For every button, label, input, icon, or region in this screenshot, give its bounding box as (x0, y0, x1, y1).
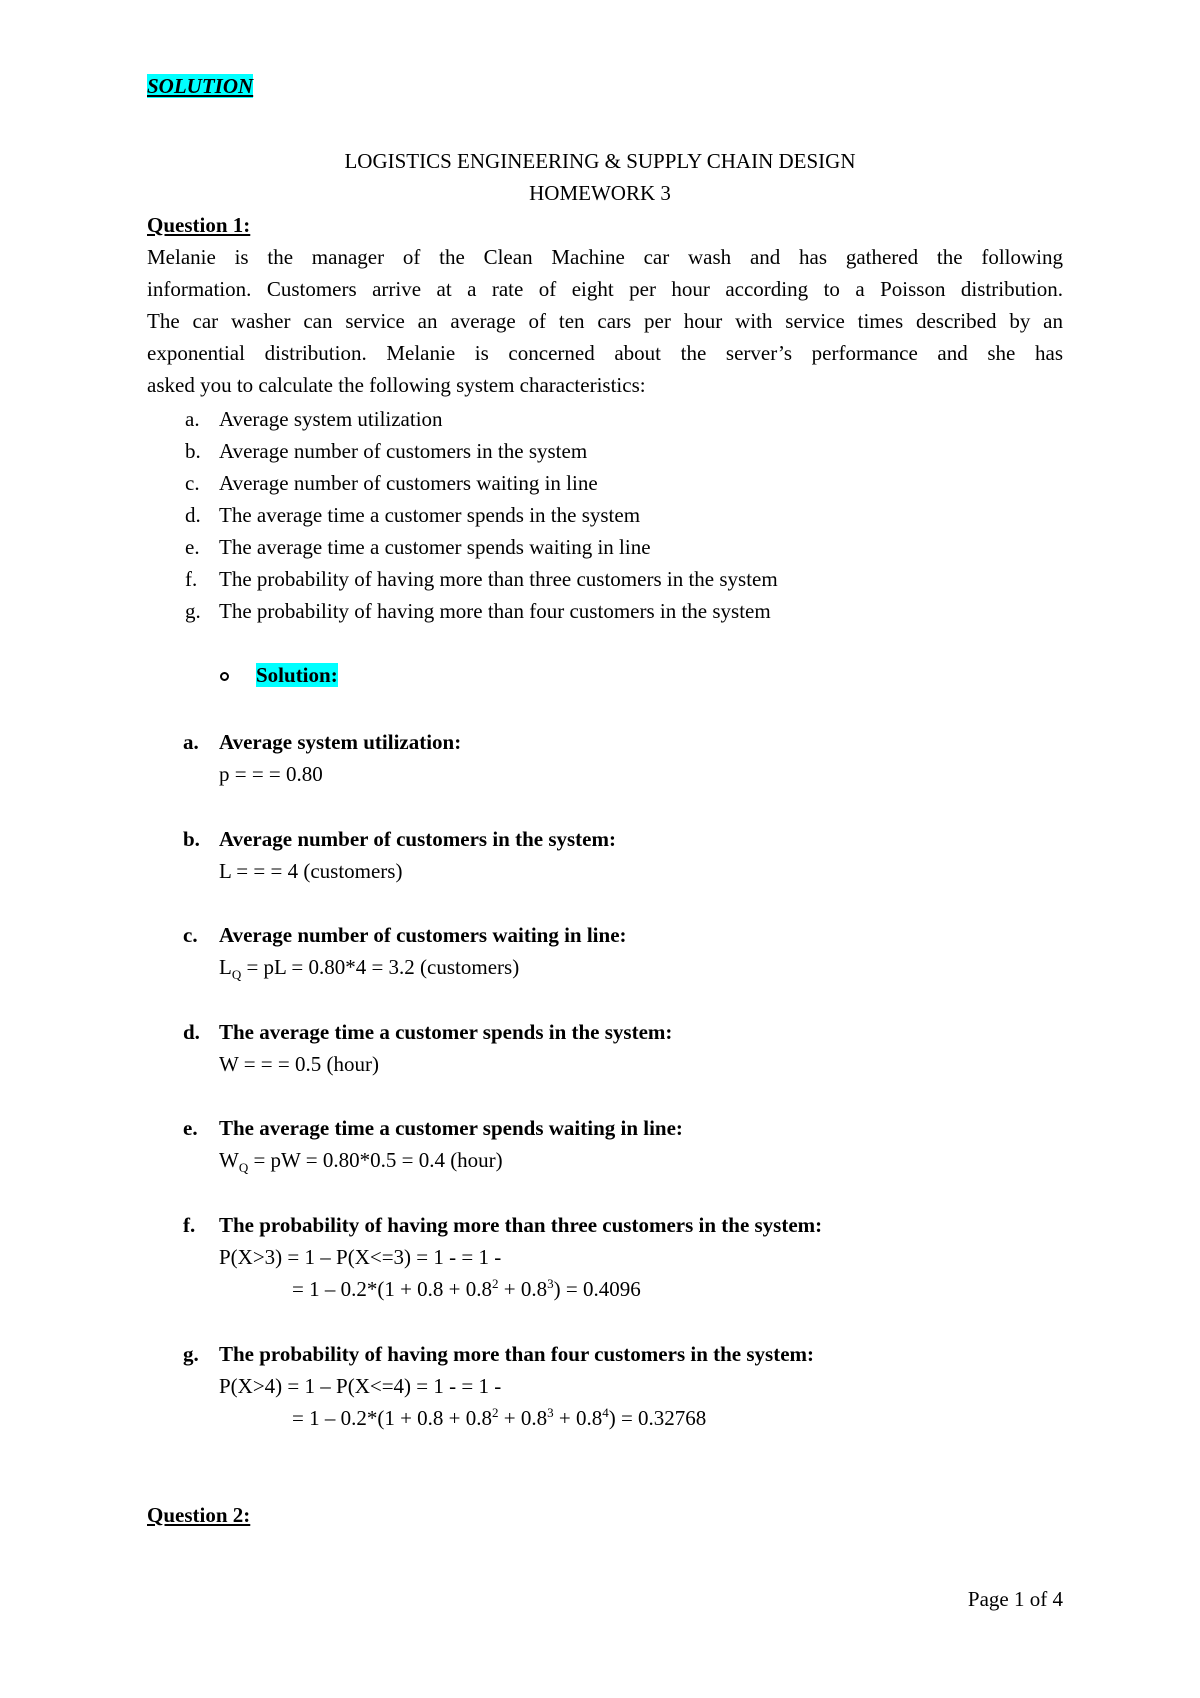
part-g-marker: g. (183, 1342, 199, 1366)
part-b-marker: b. (183, 827, 200, 851)
list-item-marker: a. (185, 407, 200, 431)
list-item: Average system utilization (219, 407, 443, 431)
part-f-marker: f. (183, 1213, 196, 1237)
document-title-line2: HOMEWORK 3 (529, 181, 671, 205)
part-d-marker: d. (183, 1020, 200, 1044)
formula-segment: ) = 0.32768 (608, 1406, 707, 1430)
part-b-formula: L = = = 4 (customers) (219, 859, 403, 883)
list-item: Average number of customers waiting in line (219, 471, 598, 495)
question1-para-line: information. Customers arrive at a rate of eight per hour according to a Poisson distribution. (147, 277, 1063, 301)
list-item-marker: c. (185, 471, 200, 495)
part-f-formula-line1: P(X>3) = 1 – P(X<=3) = 1 - = 1 - (219, 1245, 502, 1269)
circle-bullet-icon (220, 672, 229, 681)
question1-para-line: asked you to calculate the following system characteristics: (147, 373, 646, 397)
formula-superscript: 3 (547, 1405, 554, 1420)
part-g-heading: The probability of having more than four customers in the system: (219, 1342, 815, 1366)
formula-segment: + 0.8 (558, 1406, 603, 1430)
formula-segment: ) = 0.4096 (553, 1277, 641, 1301)
part-d-formula: W = = = 0.5 (hour) (219, 1052, 379, 1076)
formula-rhs: = pW = 0.80*0.5 = 0.4 (hour) (248, 1148, 503, 1172)
part-a-marker: a. (183, 730, 199, 754)
formula-superscript: 3 (547, 1276, 554, 1291)
part-c-formula (219, 954, 520, 983)
formula-lhs: L (219, 955, 232, 979)
part-a-heading: Average system utilization: (219, 730, 462, 754)
list-item: The probability of having more than three customers in the system (219, 567, 778, 591)
list-item: Average number of customers in the system (219, 439, 588, 463)
part-e-formula (219, 1147, 503, 1176)
question1-heading: Question 1: (147, 213, 251, 237)
formula-subscript: Q (231, 967, 242, 983)
formula-segment: = 1 – 0.2*(1 + 0.8 + 0.8 (292, 1277, 493, 1301)
list-item-marker: e. (185, 535, 200, 559)
list-item: The probability of having more than four customers in the system (219, 599, 771, 623)
list-item-marker: f. (185, 567, 198, 591)
question1-para-line: exponential distribution. Melanie is concerned about the server’s performance and she has (147, 341, 1063, 365)
document-title-line1: LOGISTICS ENGINEERING & SUPPLY CHAIN DESIGN (344, 149, 856, 173)
part-f-heading: The probability of having more than three customers in the system: (219, 1213, 823, 1237)
formula-superscript: 2 (492, 1276, 499, 1291)
part-a-formula: p = = = 0.80 (219, 762, 323, 786)
part-g-formula-line2 (292, 1405, 706, 1431)
formula-subscript: Q (238, 1160, 249, 1176)
solution-label (256, 662, 338, 688)
list-item-marker: b. (185, 439, 201, 463)
part-e-heading: The average time a customer spends waiting in line: (219, 1116, 683, 1140)
formula-lhs: W (219, 1148, 239, 1172)
solution-tag-text: SOLUTION (147, 74, 254, 98)
part-e-marker: e. (183, 1116, 198, 1140)
part-d-heading: The average time a customer spends in the system: (219, 1020, 673, 1044)
formula-superscript: 2 (492, 1405, 499, 1420)
question1-para-line: Melanie is the manager of the Clean Machine car wash and has gathered the following (147, 245, 1063, 269)
formula-segment: + 0.8 (503, 1406, 548, 1430)
formula-rhs: = pL = 0.80*4 = 3.2 (customers) (241, 955, 520, 979)
page-number: Page 1 of 4 (967, 1587, 1063, 1611)
part-c-heading: Average number of customers waiting in line: (219, 923, 627, 947)
solution-tag (147, 73, 253, 99)
formula-segment: = 1 – 0.2*(1 + 0.8 + 0.8 (292, 1406, 493, 1430)
formula-superscript: 4 (602, 1405, 609, 1420)
part-g-formula-line1: P(X>4) = 1 – P(X<=4) = 1 - = 1 - (219, 1374, 502, 1398)
question2-heading: Question 2: (147, 1503, 251, 1527)
list-item-marker: g. (185, 599, 201, 623)
list-item-marker: d. (185, 503, 201, 527)
list-item: The average time a customer spends waiting in line (219, 535, 651, 559)
part-c-marker: c. (183, 923, 198, 947)
solution-label-text: Solution: (256, 663, 338, 687)
part-f-formula-line2 (292, 1276, 641, 1302)
question1-para-line: The car washer can service an average of ten cars per hour with service times described by an (147, 309, 1063, 333)
list-item: The average time a customer spends in the system (219, 503, 641, 527)
formula-segment: + 0.8 (503, 1277, 548, 1301)
part-b-heading: Average number of customers in the system: (219, 827, 616, 851)
